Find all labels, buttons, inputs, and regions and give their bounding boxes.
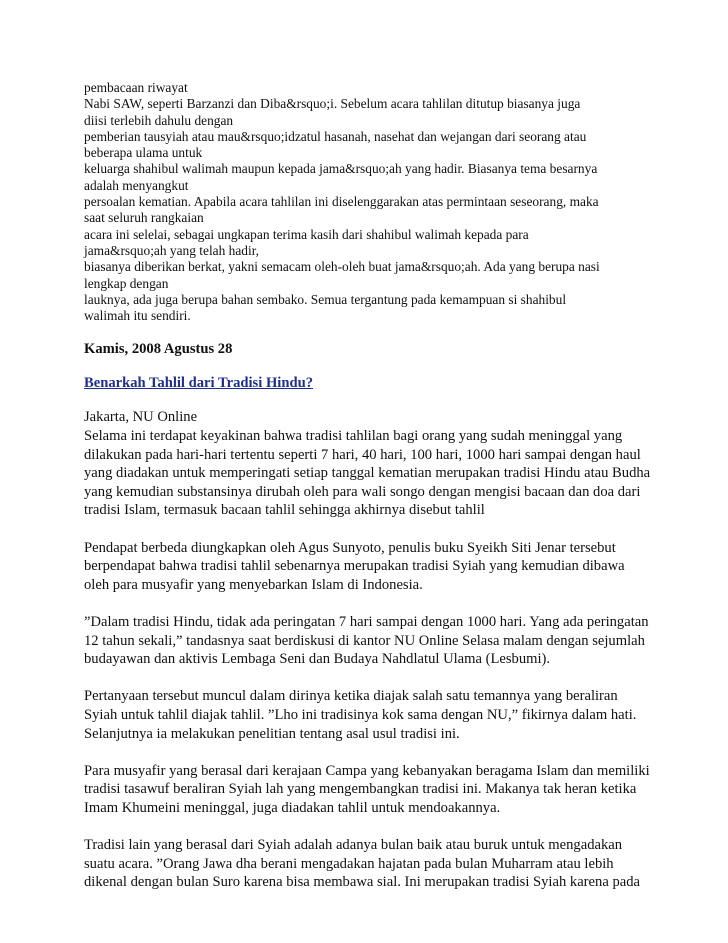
intro-line: persoalan kematian. Apabila acara tahlilan ini diselenggarakan atas permintaan seseorang, maka	[84, 194, 599, 210]
paragraph-line: berpendapat bahwa tradisi tahlil sebenarnya merupakan tradisi Syiah yang kemudian dibawa	[84, 558, 625, 575]
paragraph-line: budayawan dan aktivis Lembaga Seni dan Budaya Nahdlatul Ulama (Lesbumi).	[84, 651, 551, 668]
intro-text	[84, 80, 664, 324]
paragraph-line: yang diadakan untuk memperingati setiap tanggal kematian merupakan tradisi Hindu atau Budha	[84, 465, 651, 482]
intro-line: pemberian tausyiah atau mau&rsquo;idzatul hasanah, nasehat dan wejangan dari seorang atau	[84, 128, 587, 144]
post-title-link[interactable]: Benarkah Tahlil dari Tradisi Hindu?	[84, 375, 313, 392]
paragraph-line: dikenal dengan bulan Suro karena bisa membawa sial. Ini merupakan tradisi Syiah karena pada	[84, 874, 640, 891]
article-paragraph	[84, 687, 664, 743]
document-page	[84, 80, 664, 892]
paragraph-line: Syiah untuk tahlil diajak tahlil. ”Lho ini tradisinya kok sama dengan NU,” fikirnya dalam hati.	[84, 706, 637, 723]
intro-line: saat seluruh rangkaian	[84, 210, 204, 226]
paragraph-line: Pendapat berbeda diungkapkan oleh Agus Sunyoto, penulis buku Syeikh Siti Jenar tersebut	[84, 539, 616, 556]
paragraph-line: Pertanyaan tersebut muncul dalam dirinya ketika diajak salah satu temannya yang beraliran	[84, 688, 618, 705]
paragraph-line: Selanjutnya ia melakukan penelitian tentang asal usul tradisi ini.	[84, 725, 460, 742]
paragraph-line: Jakarta, NU Online	[84, 409, 198, 426]
paragraph-line: oleh para musyafir yang menyebarkan Islam di Indonesia.	[84, 576, 423, 593]
post-date: Kamis, 2008 Agustus 28	[84, 341, 233, 358]
intro-line: lengkap dengan	[84, 275, 169, 291]
article-paragraph	[84, 613, 664, 669]
intro-line: lauknya, ada juga berupa bahan sembako. Semua tergantung pada kemampuan si shahibul	[84, 291, 567, 307]
paragraph-line: Imam Khumeini meninggal, juga diadakan tahlil untuk mendoakannya.	[84, 799, 501, 816]
paragraph-line: yang kemudian substansinya dirubah oleh para wali songo dengan mengisi bacaan dan doa dari	[84, 483, 641, 500]
paragraph-line: tradisi tasawuf beraliran Syiah lah yang mengembangkan tradisi ini. Makanya tak heran ketika	[84, 781, 637, 798]
intro-line: acara ini selelai, sebagai ungkapan terima kasih dari shahibul walimah kepada para	[84, 226, 529, 242]
intro-line: keluarga shahibul walimah maupun kepada jama&rsquo;ah yang hadir. Biasanya tema besarnya	[84, 161, 598, 177]
article-paragraph	[84, 762, 664, 818]
intro-line: adalah menyangkut	[84, 177, 189, 193]
intro-line: beberapa ulama untuk	[84, 145, 203, 161]
paragraph-line: ”Dalam tradisi Hindu, tidak ada peringatan 7 hari sampai dengan 1000 hari. Yang ada peringatan	[84, 613, 649, 630]
paragraph-line: Tradisi lain yang berasal dari Syiah adalah adanya bulan baik atau buruk untuk mengadakan	[84, 837, 623, 854]
article-paragraph	[84, 408, 664, 520]
intro-line: jama&rsquo;ah yang telah hadir,	[84, 242, 259, 258]
article-paragraph	[84, 539, 664, 595]
paragraph-line: Para musyafir yang berasal dari kerajaan Campa yang kebanyakan beragama Islam dan memiliki	[84, 762, 650, 779]
intro-line: diisi terlebih dahulu dengan	[84, 112, 234, 128]
intro-line: biasanya diberikan berkat, yakni semacam oleh-oleh buat jama&rsquo;ah. Ada yang berupa nasi	[84, 259, 600, 275]
intro-line: walimah itu sendiri.	[84, 308, 191, 324]
paragraph-line: Selama ini terdapat keyakinan bahwa tradisi tahlilan bagi orang yang sudah meninggal yang	[84, 428, 623, 445]
article-paragraph	[84, 836, 664, 892]
intro-line: pembacaan riwayat	[84, 80, 188, 95]
paragraph-line: suatu acara. ”Orang Jawa dha berani mengadakan hajatan pada bulan Muharram atau lebih	[84, 855, 614, 872]
paragraph-line: 12 tahun sekali,” tandasnya saat berdiskusi di kantor NU Online Selasa malam dengan sejumlah	[84, 632, 645, 649]
paragraph-line: tradisi Islam, termasuk bacaan tahlil sehingga akhirnya disebut tahlil	[84, 502, 485, 519]
intro-line: Nabi SAW, seperti Barzanzi dan Diba&rsquo;i. Sebelum acara tahlilan ditutup biasanya juga	[84, 96, 581, 112]
paragraph-line: dilakukan pada hari-hari tertentu seperti 7 hari, 40 hari, 100 hari, 1000 hari sampai dengan haul	[84, 446, 641, 463]
